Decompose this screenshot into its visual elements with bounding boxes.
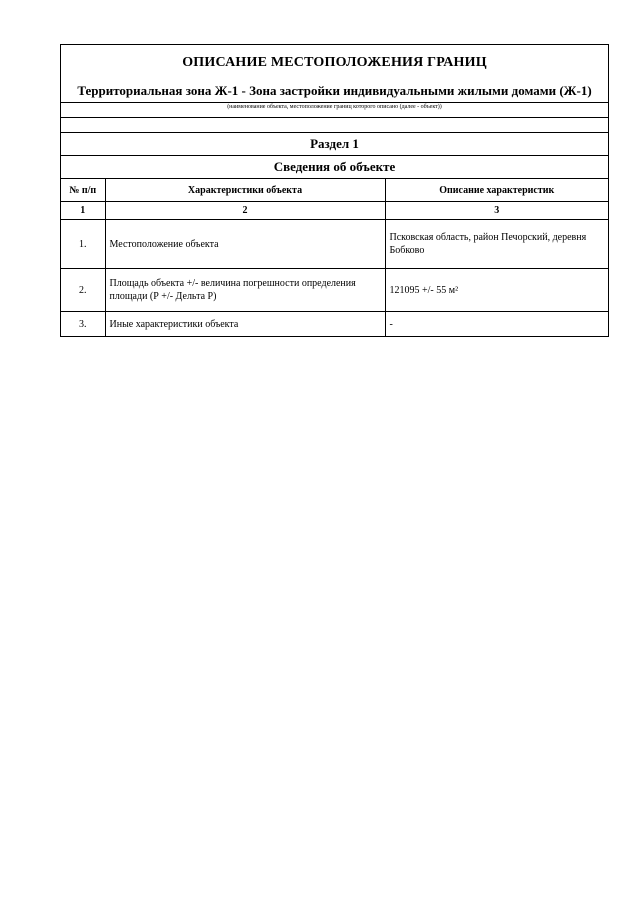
row-description: - bbox=[389, 318, 393, 330]
row-description: Псковская область, район Печорский, деревня Бобково bbox=[385, 220, 608, 269]
header-description: Описание характеристик bbox=[385, 179, 608, 202]
header-number: № п/п bbox=[61, 179, 105, 202]
row-characteristic: Местоположение объекта bbox=[105, 220, 385, 269]
section-subtitle: Сведения об объекте bbox=[61, 156, 608, 179]
table-row bbox=[61, 312, 608, 337]
section-title: Раздел 1 bbox=[61, 133, 608, 156]
column-number-row bbox=[61, 202, 608, 220]
column-number-3: 3 bbox=[385, 202, 608, 220]
row-description: 121095 +/- 55 м² bbox=[385, 269, 608, 312]
row-characteristic: Площадь объекта +/- величина погрешности определения площади (Р +/- Дельта Р) bbox=[105, 269, 385, 312]
table-row bbox=[61, 269, 608, 312]
row-characteristic: Иные характеристики объекта bbox=[105, 312, 385, 337]
column-number-2: 2 bbox=[105, 202, 385, 220]
row-number: 1. bbox=[61, 220, 105, 269]
column-number-1: 1 bbox=[61, 202, 105, 220]
table-header-row bbox=[61, 179, 608, 202]
object-info-table bbox=[61, 179, 608, 336]
table-row bbox=[61, 220, 608, 269]
row-number: 2. bbox=[61, 269, 105, 312]
object-name-caption: (наименование объекта, местоположение границ которого описано (далее - объект)) bbox=[61, 103, 608, 118]
spacer-row bbox=[61, 118, 608, 133]
row-number: 3. bbox=[61, 312, 105, 337]
object-name: Территориальная зона Ж-1 - Зона застройки индивидуальными жилыми домами (Ж-1) bbox=[61, 77, 608, 103]
document-title: ОПИСАНИЕ МЕСТОПОЛОЖЕНИЯ ГРАНИЦ bbox=[182, 55, 487, 70]
header-characteristics: Характеристики объекта bbox=[105, 179, 385, 202]
document-sheet bbox=[60, 44, 609, 337]
